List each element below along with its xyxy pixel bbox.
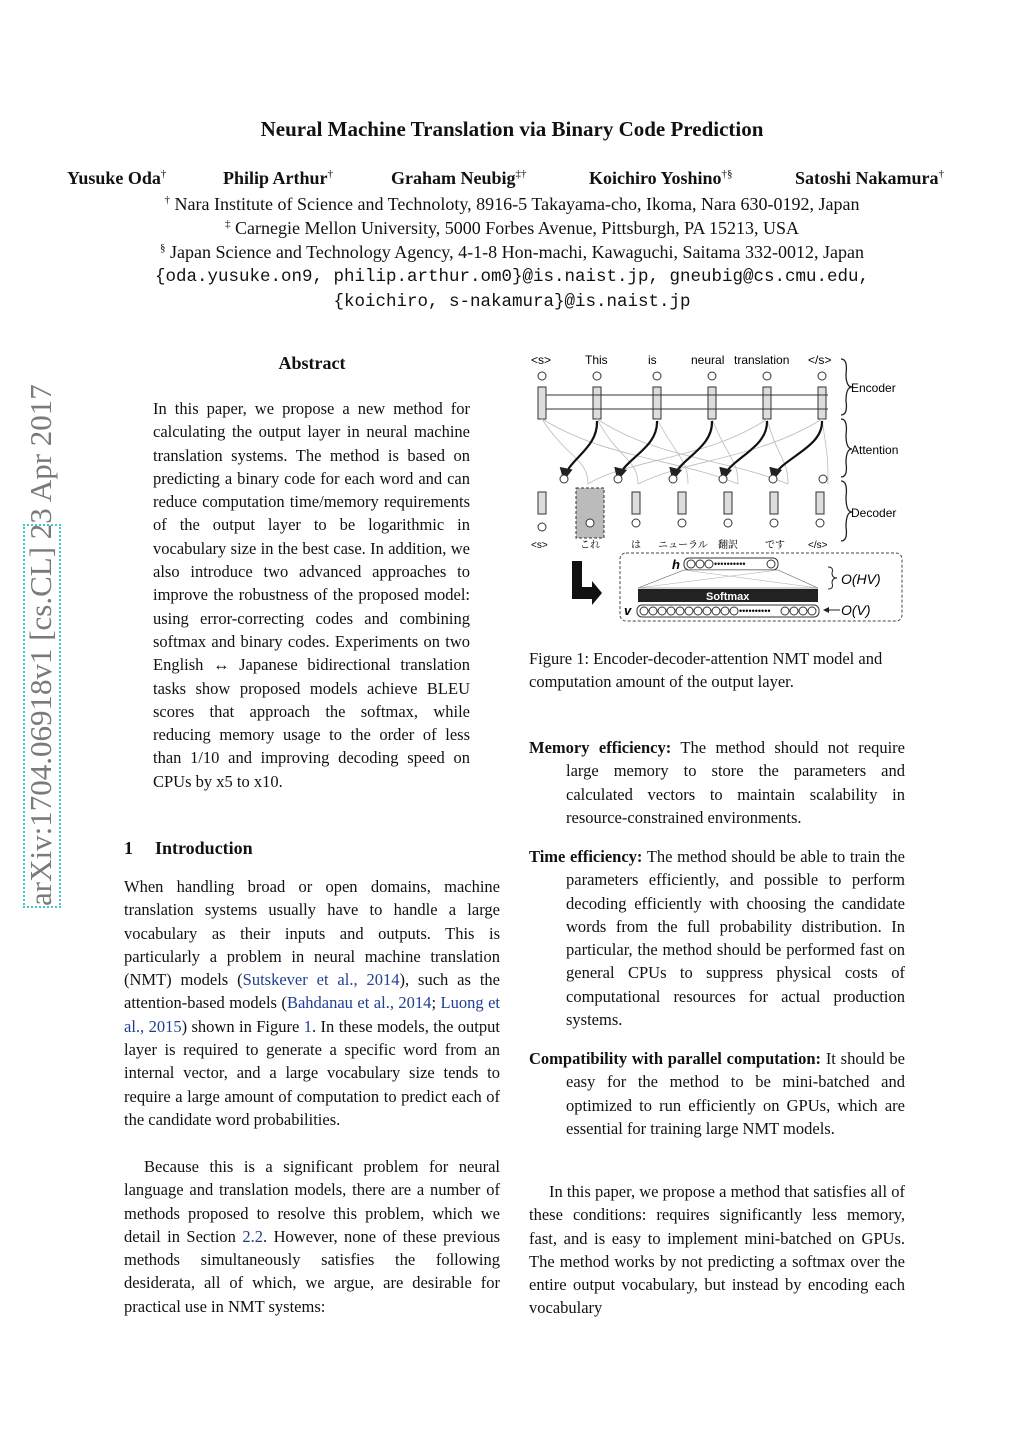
target-token: です — [765, 540, 785, 551]
source-token: <s> — [531, 353, 552, 367]
paper-title: Neural Machine Translation via Binary Code Prediction — [260, 117, 764, 141]
figure-nmt-diagram — [528, 349, 911, 625]
decoder-layer — [538, 475, 827, 538]
target-token: </s> — [808, 540, 828, 551]
svg-text:v: v — [624, 603, 632, 618]
figure-caption: Figure 1: Encoder-decoder-attention NMT model and computation amount of the output layer. — [529, 649, 883, 691]
email-line: {oda.yusuke.on9, philip.arthur.om0}@is.naist.jp, gneubig@cs.cmu.edu, — [154, 267, 870, 287]
svg-text:h: h — [672, 557, 680, 572]
citation-link[interactable]: Sutskever et al., 2014 — [242, 970, 400, 990]
arrow-icon — [572, 561, 602, 605]
decoder-label: Decoder — [851, 506, 897, 520]
complexity-labels — [824, 567, 881, 618]
svg-text:••••••••••: •••••••••• — [739, 606, 771, 616]
target-token: ニューラル — [658, 540, 708, 551]
source-token: is — [648, 353, 657, 367]
citation-link[interactable]: Bahdanau et al., 2014 — [286, 993, 432, 1013]
encoder-label: Encoder — [851, 381, 896, 395]
desiderata-item: Memory efficiency: The method should not require large memory to store the parameters and calculated vectors to maintain scalability in resource-constrained environments. — [529, 738, 906, 827]
source-token: translation — [734, 353, 790, 367]
author: Koichiro Yoshino†§ — [589, 168, 733, 188]
figure-ref-link[interactable]: 1 — [303, 1016, 312, 1036]
source-token: This — [585, 353, 608, 367]
affiliation: § Japan Science and Technology Agency, 4-1-8 Hon-machi, Kawaguchi, Saitama 332-0012, Japan — [159, 242, 865, 262]
source-token-row — [531, 353, 831, 367]
author: Philip Arthur† — [223, 168, 334, 188]
target-token: 翻訳 — [718, 540, 738, 551]
encoder-layer — [538, 372, 828, 419]
desiderata-item: Compatibility with parallel computation: It should be easy for the method to be mini-batched and optimized to run efficiently on GPUs, which are essential for training large NMT models. — [529, 1049, 905, 1138]
svg-text:••••••••••: •••••••••• — [714, 559, 746, 569]
svg-text:Softmax: Softmax — [706, 591, 750, 603]
section-heading: 1 Introduction — [124, 838, 253, 858]
affiliation: ‡ Carnegie Mellon University, 5000 Forbes Avenue, Pittsburgh, PA 15213, USA — [225, 218, 799, 238]
author: Graham Neubig‡† — [391, 168, 527, 188]
intro-paragraph-1: When handling broad or open domains, machine translation systems usually have to handle a large vocabulary as their inputs and outputs. This is particularly a problem in neural machine translation (NMT) models (Sutskever et al., 2014), such as the attention-based models (Bahdanau et al., 2014; Luong et al., 2015) shown in Figure 1. In these models, the output layer is required to generate a specific word from an internal vector, and a large vocabulary size tends to require a large amount of computation to predict each of the candidate word probabilities. — [124, 877, 500, 1129]
closing-paragraph: In this paper, we propose a method that satisfies all of these conditions: requires significantly less memory, fast, and is easy to implement mini-batched on GPUs. The method works by not predicting a softmax over the entire output vocabulary, but instead by encoding each vocabulary — [529, 1182, 905, 1318]
affiliation: † Nara Institute of Science and Technoloty, 8916-5 Takayama-cho, Ikoma, Nara 630-0192, Japan — [164, 194, 860, 214]
target-token-row — [531, 539, 828, 551]
citation-link[interactable]: Luong et al., 2015 — [124, 993, 500, 1036]
author: Satoshi Nakamura† — [795, 168, 945, 188]
section-labels — [851, 381, 898, 520]
output-layer — [624, 557, 819, 618]
target-token: <s> — [531, 540, 548, 551]
arxiv-stamp[interactable]: arXiv:1704.06918v1 [cs.CL] 23 Apr 2017 — [23, 524, 61, 908]
author: Yusuke Oda† — [67, 168, 167, 188]
attention-label: Attention — [851, 443, 899, 457]
svg-text:O(V): O(V) — [841, 602, 871, 618]
section-ref-link[interactable]: 2.2 — [242, 1226, 264, 1246]
email-line: {koichiro, s-nakamura}@is.naist.jp — [333, 292, 691, 312]
attention-bold — [564, 421, 822, 479]
svg-text:O(HV): O(HV) — [841, 571, 881, 587]
intro-paragraph-2: Because this is a significant problem for neural language and translation models, there are a number of methods proposed to resolve this problem, which we detail in Section 2.2. However, none of these previous methods simultaneously satisfies the following desiderata, all of which, we argue, are desirable for practical use in NMT systems: — [124, 1157, 501, 1316]
target-token: は — [631, 540, 641, 551]
desiderata-item: Time efficiency: The method should be able to train the parameters efficiently, and possible to perform decoding efficiently with choosing the candidate words from the full probability distribution. In particular, the method should be performed fast on general CPUs to suppress physical costs of computational resources for actual production systems. — [529, 847, 906, 1030]
source-token: neural — [691, 353, 725, 367]
source-token: </s> — [808, 353, 832, 367]
abstract-text: In this paper, we propose a new method for calculating the output layer in neural machine translation systems. The method is based on predicting a binary code for each word and can reduce computation time/memory requirements of the output layer to be logarithmic in vocabulary size in the best case. In addition, we also introduce two advanced approaches to improve the robustness of the proposed model: using error-correcting codes and combining softmax and binary codes. Experiments on two English ↔ Japanese bidirectional translation tasks show proposed models achieve BLEU scores that approach the softmax, while reducing memory usage to the order of less than 1/10 and improving decoding speed on CPUs by x5 to x10. — [153, 399, 470, 791]
target-token: これ — [580, 540, 600, 551]
abstract-heading: Abstract — [278, 353, 346, 373]
